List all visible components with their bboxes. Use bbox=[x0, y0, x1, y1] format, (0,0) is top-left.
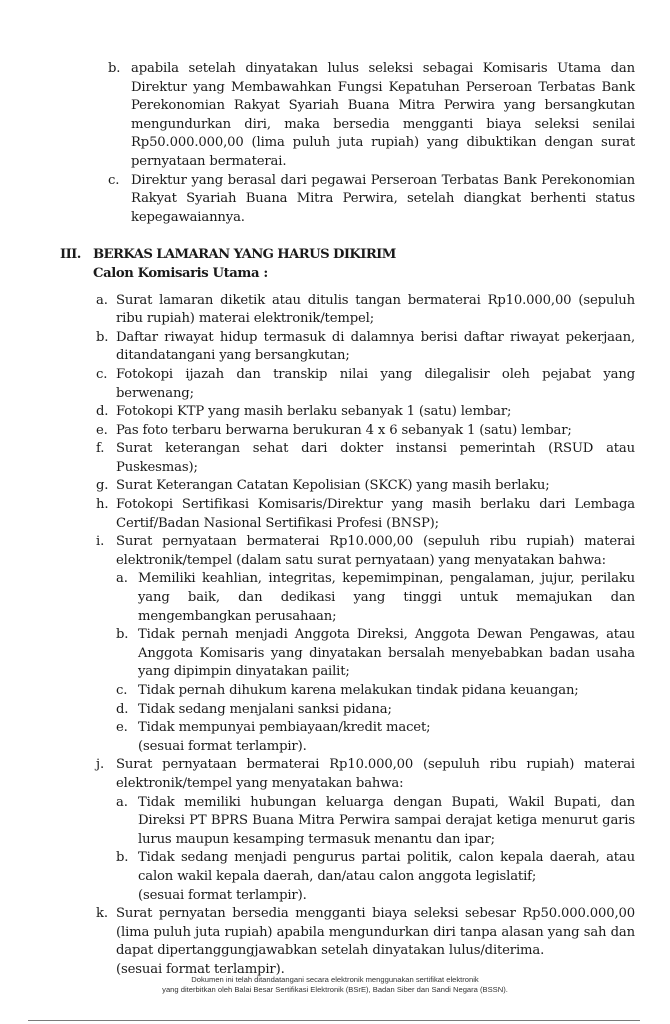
sub-list-item bbox=[116, 682, 635, 701]
footer-line-2: yang diterbitkan oleh Balai Besar Sertifikasi Elektronik (BSrE), Badan Siber dan Sandi Negara (BSSN). bbox=[162, 985, 508, 994]
format-note: (sesuai format terlampir). bbox=[116, 961, 285, 977]
list-item-text: Surat keterangan sehat dari dokter instansi pemerintah (RSUD atau Puskesmas); bbox=[116, 441, 635, 475]
sub-list-item-text: Tidak sedang menjadi pengurus partai politik, calon kepala daerah, atau calon wakil kepala daerah, dan/atau calon anggota legislatif; bbox=[138, 850, 635, 884]
list-marker: d. bbox=[116, 701, 129, 717]
section-subtitle: Calon Komisaris Utama : bbox=[93, 265, 268, 281]
list-item-text: Surat pernyatan bersedia mengganti biaya seleksi sebesar Rp50.000.000,00 (lima puluh juta rupiah) apabila mengundurkan diri tanpa alasan yang sah dan dapat dipertanggungjawabkan setelah dinyatakan lulus/diterima. bbox=[116, 906, 635, 959]
list-item-text: Fotokopi ijazah dan transkip nilai yang dilegalisir oleh pejabat yang berwenang; bbox=[116, 366, 635, 401]
list-marker: b. bbox=[116, 850, 129, 866]
list-item-text: Daftar riwayat hidup termasuk di dalamnya berisi daftar riwayat pekerjaan, ditandatangani yang bersangkutan; bbox=[116, 329, 635, 364]
list-marker: a. bbox=[116, 794, 128, 810]
list-item bbox=[96, 403, 635, 422]
list-item bbox=[96, 905, 635, 979]
list-marker: b. bbox=[108, 61, 121, 76]
list-marker: f. bbox=[96, 441, 105, 457]
section-number: III. bbox=[60, 247, 81, 263]
sub-list-item-text: Memiliki keahlian, integritas, kepemimpinan, pengalaman, jujur, perilaku yang baik, dan dedikasi yang tinggi untuk memajukan dan mengembangkan perusahaan; bbox=[138, 571, 635, 624]
sub-list-item bbox=[116, 794, 635, 850]
list-item-text: Surat pernyataan bermaterai Rp10.000,00 (sepuluh ribu rupiah) materai elektronik/tempel yang menyatakan bahwa: bbox=[116, 757, 635, 791]
sub-list-item-text: Tidak memiliki hubungan keluarga dengan Bupati, Wakil Bupati, dan Direksi PT BPRS Buana Mitra Perwira sampai derajat ketiga menurut garis lurus maupun kesamping termasuk menantu dan ipar; bbox=[138, 794, 635, 847]
list-item bbox=[96, 533, 635, 756]
list-marker: a. bbox=[96, 292, 108, 308]
list-marker: j. bbox=[96, 757, 104, 773]
list-item-text: apabila setelah dinyatakan lulus seleksi sebagai Komisaris Utama dan Direktur yang Membawahkan Fungsi Kepatuhan Perseroan Terbatas Bank Perekonomian Rakyat Syariah Buana Mitra Perwira yang bersangkutan mengundurkan diri, maka bersedia mengganti biaya seleksi senilai Rp50.000.000,00 (lima puluh juta rupiah) yang dibuktikan dengan surat pernyataan bermaterai. bbox=[131, 61, 635, 169]
list-item-body bbox=[116, 533, 635, 756]
section-heading bbox=[60, 246, 635, 265]
statement-sublist bbox=[116, 570, 635, 756]
format-note: (sesuai format terlampir). bbox=[138, 738, 307, 754]
list-marker: c. bbox=[116, 683, 128, 698]
format-note: (sesuai format terlampir). bbox=[138, 887, 307, 903]
continued-requirements-list bbox=[108, 60, 635, 227]
page-content bbox=[60, 60, 635, 980]
list-item bbox=[96, 496, 635, 533]
list-marker: e. bbox=[116, 720, 128, 736]
list-item-text: Direktur yang berasal dari pegawai Perseroan Terbatas Bank Perekonomian Rakyat Syariah Buana Mitra Perwira, setelah diangkat berhenti status kepegawaiannya. bbox=[131, 172, 635, 225]
list-item bbox=[96, 292, 635, 329]
sub-list-item bbox=[116, 701, 635, 720]
list-item bbox=[108, 172, 635, 228]
list-marker: d. bbox=[96, 404, 109, 420]
list-item-text: Fotokopi Sertifikasi Komisaris/Direktur yang masih berlaku dari Lembaga Certif/Badan Nasional Sertifikasi Profesi (BNSP); bbox=[116, 497, 635, 531]
list-marker: a. bbox=[116, 571, 128, 587]
list-item-text: Pas foto terbaru berwarna berukuran 4 x 6 sebanyak 1 (satu) lembar; bbox=[116, 422, 572, 438]
footer-divider bbox=[28, 1020, 640, 1021]
sub-list-item bbox=[116, 719, 635, 738]
sub-list-item bbox=[116, 626, 635, 682]
list-item-text: Surat lamaran diketik atau ditulis tangan bermaterai Rp10.000,00 (sepuluh ribu rupiah) materai elektronik/tempel; bbox=[116, 292, 635, 327]
list-item-text: Fotokopi KTP yang masih berlaku sebanyak 1 (satu) lembar; bbox=[116, 404, 512, 420]
sub-list-item-text: Tidak pernah dihukum karena melakukan tindak pidana keuangan; bbox=[138, 683, 579, 698]
sub-list-item-text: Tidak pernah menjadi Anggota Direksi, Anggota Dewan Pengawas, atau Anggota Komisaris yang dinyatakan bersalah menyebabkan badan usaha yang dipimpin dinyatakan pailit; bbox=[138, 627, 635, 680]
list-marker: b. bbox=[96, 329, 109, 345]
list-item bbox=[96, 440, 635, 477]
statement-sublist bbox=[116, 794, 635, 906]
list-item-text: Surat pernyataan bermaterai Rp10.000,00 (sepuluh ribu rupiah) materai elektronik/tempel (dalam satu surat pernyataan) yang menyatakan bahwa: bbox=[116, 534, 635, 568]
list-item-body bbox=[116, 756, 635, 905]
list-marker: g. bbox=[96, 478, 109, 494]
list-item bbox=[96, 477, 635, 496]
sub-list-item-text: Tidak mempunyai pembiayaan/kredit macet; bbox=[138, 720, 431, 736]
list-marker: h. bbox=[96, 497, 109, 513]
footer-line-1: Dokumen ini telah ditandatangani secara elektronik menggunakan sertifikat elektronik bbox=[191, 975, 479, 984]
list-marker: e. bbox=[96, 422, 108, 438]
sub-list-item bbox=[116, 849, 635, 886]
sub-list-item bbox=[116, 570, 635, 626]
list-marker: i. bbox=[96, 534, 105, 550]
list-marker: k. bbox=[96, 906, 108, 922]
e-signature-footer bbox=[0, 975, 670, 995]
list-item bbox=[96, 366, 635, 403]
list-item-body bbox=[116, 905, 635, 979]
sub-list-item-text: Tidak sedang menjalani sanksi pidana; bbox=[138, 701, 392, 717]
list-item bbox=[96, 422, 635, 441]
list-item bbox=[96, 329, 635, 366]
list-marker: c. bbox=[108, 172, 120, 188]
list-marker: c. bbox=[96, 366, 108, 382]
list-item-text: Surat Keterangan Catatan Kepolisian (SKCK) yang masih berlaku; bbox=[116, 478, 550, 494]
application-documents-list bbox=[96, 292, 635, 980]
list-item bbox=[108, 60, 635, 172]
list-marker: b. bbox=[116, 627, 129, 643]
section-title: BERKAS LAMARAN YANG HARUS DIKIRIM bbox=[93, 247, 396, 263]
list-item bbox=[96, 756, 635, 905]
